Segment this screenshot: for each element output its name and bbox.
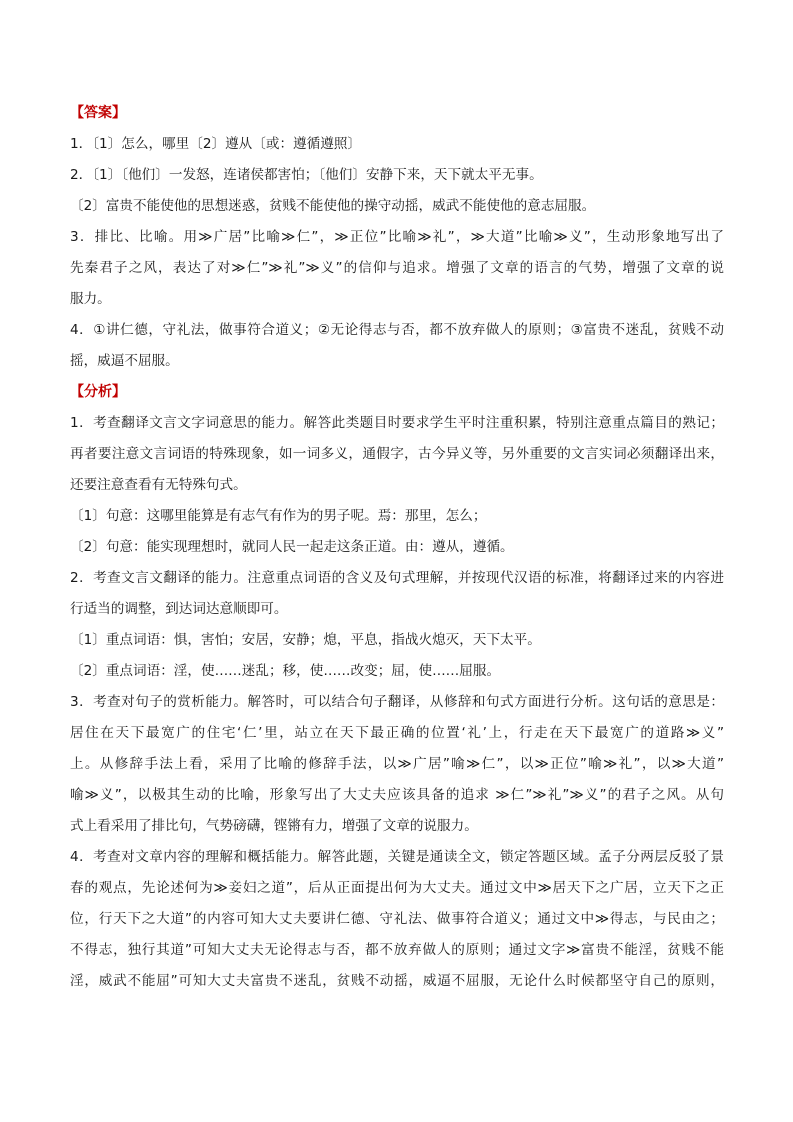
- analysis-line: 位，行天下之大道”的内容可知大丈夫要讲仁德、守礼法、做事符合道义；通过文中≫得志，与民由之；: [70, 911, 724, 927]
- analysis-line: 淫，威武不能屈”可知大丈夫富贵不迷乱，贫贱不动摇，威逼不屈服，无论什么时候都坚守自己的原则，: [70, 973, 724, 989]
- answer-line: 4．①讲仁德，守礼法，做事符合道义；②无论得志与否，都不放弃做人的原则；③富贵不迷乱，贫贱不动: [70, 322, 724, 338]
- answer-line: 〔2〕富贵不能使他的思想迷惑，贫贱不能使他的操守动摇，威武不能使他的意志屈服。: [70, 198, 596, 214]
- analysis-line: 〔2〕重点词语：淫，使……迷乱；移，使……改变；屈，使……屈服。: [70, 663, 501, 679]
- analysis-line: 式上看采用了排比句，气势磅礴，铿锵有力，增强了文章的说服力。: [70, 818, 478, 834]
- analysis-line: 4．考查对文章内容的理解和概括能力。解答此题，关键是通读全文，锁定答题区域。孟子分两层反驳了景: [70, 849, 724, 865]
- analysis-line: 春的观点，先论述何为≫妾妇之道”，后从正面提出何为大丈夫。通过文中≫居天下之广居，立天下之正: [70, 880, 724, 896]
- analysis-line: 喻≫义”，以极其生动的比喻，形象写出了大丈夫应该具备的追求 ≫仁”≫礼”≫义”的君子之风。从句: [70, 787, 724, 803]
- analysis-line: 1．考查翻译文言文字词意思的能力。解答此类题目时要求学生平时注重积累，特别注意重点篇目的熟记；: [70, 415, 724, 431]
- analysis-line: 〔1〕重点词语：惧，害怕；安居，安静；熄，平息，指战火熄灭，天下太平。: [70, 632, 541, 648]
- analysis-line: 不得志，独行其道”可知大丈夫无论得志与否，都不放弃做人的原则；通过文字≫富贵不能淫，贫贱不能: [70, 942, 724, 958]
- answer-line: 服力。: [70, 291, 111, 307]
- analysis-section: [70, 408, 724, 997]
- answer-line: 1．〔1〕怎么，哪里〔2〕遵从〔或：遵循遵照〕: [70, 136, 362, 152]
- answer-line: 先秦君子之风，表达了对≫仁”≫礼”≫义”的信仰与追求。增强了文章的语言的气势，增强了文章的说: [70, 260, 724, 276]
- answer-line: 摇，威逼不屈服。: [70, 353, 179, 369]
- answer-heading: 【答案】: [70, 105, 126, 121]
- analysis-line: 行适当的调整，到达词达意顺即可。: [70, 601, 288, 617]
- analysis-line: 上。从修辞手法上看，采用了比喻的修辞手法，以≫广居”喻≫仁”，以≫正位”喻≫礼”，以≫大道”: [70, 756, 724, 772]
- answer-section: [70, 129, 724, 377]
- analysis-line: 〔2〕句意：能实现理想时，就同人民一起走这条正道。由：遵从，遵循。: [70, 539, 514, 555]
- document-body: [70, 98, 724, 997]
- analysis-heading: 【分析】: [70, 384, 126, 400]
- analysis-line: 3．考查对句子的赏析能力。解答时，可以结合句子翻译，从修辞和句式方面进行分析。这句话的意思是：: [70, 694, 724, 710]
- answer-line: 3．排比、比喻。用≫广居”比喻≫仁”，≫正位”比喻≫礼”，≫大道”比喻≫义”，生动形象地写出了: [70, 229, 724, 245]
- analysis-line: 2．考查文言文翻译的能力。注意重点词语的含义及句式理解，并按现代汉语的标准，将翻译过来的内容进: [70, 570, 724, 586]
- answer-line: 2．〔1〕〔他们〕一发怒，连诸侯都害怕；〔他们〕安静下来，天下就太平无事。: [70, 167, 543, 183]
- analysis-line: 居住在天下最宽广的住宅‘仁’里，站立在天下最正确的位置‘礼’上，行走在天下最宽广的道路≫义”: [70, 725, 724, 741]
- analysis-line: 再者要注意文言词语的特殊现象，如一词多义，通假字，古今异义等，另外重要的文言实词必须翻译出来，: [70, 446, 724, 462]
- analysis-line: 〔1〕句意：这哪里能算是有志气有作为的男子呢。焉：那里，怎么；: [70, 508, 487, 524]
- analysis-line: 还要注意查看有无特殊句式。: [70, 477, 247, 493]
